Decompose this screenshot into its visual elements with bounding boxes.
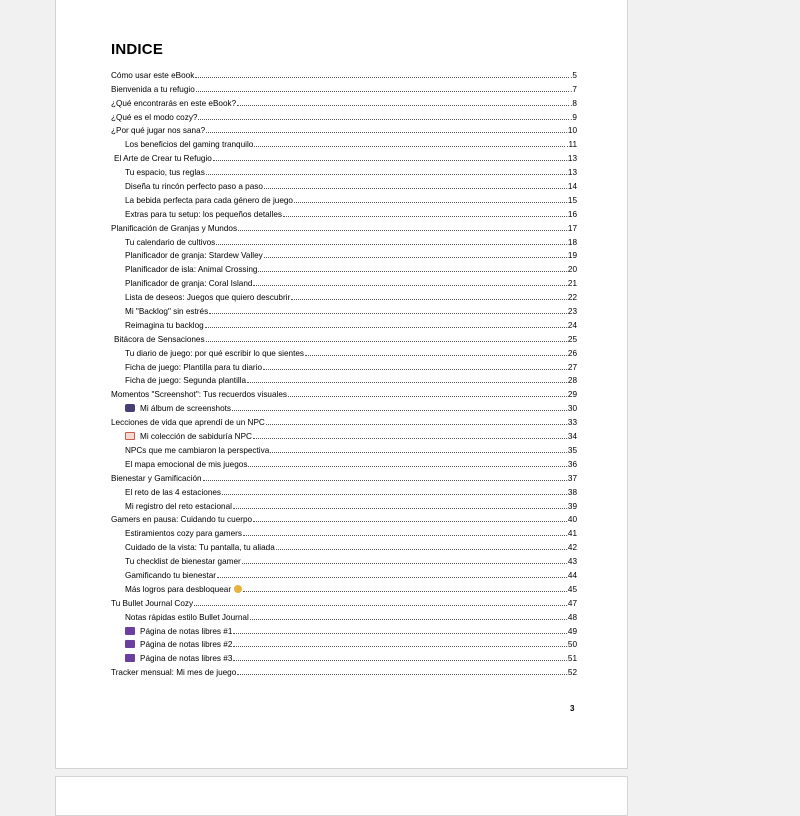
- toc-entry-page: .52: [565, 668, 577, 678]
- toc-entry-page: .29: [565, 390, 577, 400]
- toc-entry-label: [125, 627, 232, 636]
- dot-leader: [232, 410, 565, 411]
- toc-entry-label: [111, 418, 265, 427]
- toc-entry[interactable]: [111, 260, 577, 274]
- toc-entry-label: [111, 85, 195, 94]
- dot-leader: [305, 355, 565, 356]
- toc-entry[interactable]: [111, 108, 577, 122]
- toc-entry-page: .5: [570, 70, 577, 80]
- dot-leader: [264, 257, 565, 258]
- toc-entry-page: .8: [570, 98, 577, 108]
- toc-entry-text: NPCs que me cambiaron la perspectiva: [125, 445, 270, 455]
- toc-entry[interactable]: [111, 483, 577, 497]
- dot-leader: [195, 77, 569, 78]
- toc-entry-label: [125, 640, 232, 649]
- toc-entry-text: Planificación de Granjas y Mundos: [111, 223, 238, 233]
- medal-icon: [234, 585, 242, 593]
- dot-leader: [258, 271, 564, 272]
- toc-entry-text: El reto de las 4 estaciones: [125, 487, 222, 497]
- dot-leader: [206, 174, 565, 175]
- notebook-icon: [125, 654, 135, 662]
- toc-entry-text: Lista de deseos: Juegos que quiero descubrir: [125, 293, 291, 303]
- toc-entry-page: .25: [565, 334, 577, 344]
- toc-entry[interactable]: [111, 385, 577, 399]
- page-number: 3: [570, 704, 575, 713]
- toc-entry-page: .20: [565, 265, 577, 275]
- toc-entry-text: Planificador de granja: Coral Island: [125, 279, 253, 289]
- toc-entry-label: [111, 390, 287, 399]
- toc-entry-label: [111, 224, 237, 233]
- toc-entry-label: [125, 571, 216, 580]
- toc-entry[interactable]: [111, 205, 577, 219]
- toc-entry-label: [125, 293, 290, 302]
- toc-entry-page: .51: [565, 654, 577, 664]
- toc-entry-page: .27: [565, 362, 577, 372]
- toc-entry[interactable]: [111, 80, 577, 94]
- toc-entry-label: [125, 613, 249, 622]
- toc-entry[interactable]: [111, 316, 577, 330]
- toc-entry-page: .18: [565, 237, 577, 247]
- dot-leader: [222, 494, 565, 495]
- toc-entry-text: El mapa emocional de mis juegos: [125, 459, 248, 469]
- toc-entry[interactable]: [111, 94, 577, 108]
- toc-entry[interactable]: [111, 469, 577, 483]
- toc-entry-text: Reimagina tu backlog: [125, 320, 204, 330]
- toc-entry-label: [114, 335, 205, 344]
- toc-entry-label: [125, 182, 263, 191]
- toc-entry-label: [125, 543, 275, 552]
- dot-leader: [283, 216, 565, 217]
- toc-entry-text: Tu checklist de bienestar gamer: [125, 557, 241, 567]
- toc-entry-text: Tracker mensual: Mi mes de juego: [111, 668, 237, 678]
- toc-entry-label: [125, 349, 304, 358]
- toc-entry-label: [125, 210, 282, 219]
- toc-entry[interactable]: [111, 594, 577, 608]
- dot-leader: [237, 105, 569, 106]
- toc-entry[interactable]: [111, 663, 577, 677]
- toc-entry[interactable]: [111, 274, 577, 288]
- toc-entry-page: .22: [565, 293, 577, 303]
- dot-leader: [243, 535, 565, 536]
- toc-entry-text: La bebida perfecta para cada género de juego: [125, 195, 293, 205]
- toc-entry[interactable]: [111, 649, 577, 663]
- toc-entry-page: .47: [565, 598, 577, 608]
- toc-entry[interactable]: [111, 302, 577, 316]
- dot-leader: [238, 230, 565, 231]
- toc-entry-text: Lecciones de vida que aprendí de un NPC: [111, 418, 265, 428]
- toc-entry[interactable]: [111, 399, 577, 413]
- toc-entry-text: Tu espacio, tus reglas: [125, 168, 205, 178]
- dot-leader: [233, 508, 565, 509]
- dot-leader: [253, 285, 564, 286]
- dot-leader: [198, 119, 569, 120]
- toc-entry-label: [125, 363, 262, 372]
- document-page: [55, 0, 628, 769]
- toc-entry[interactable]: [111, 233, 577, 247]
- dot-leader: [213, 160, 565, 161]
- toc-entry-page: .34: [565, 432, 577, 442]
- toc-entry[interactable]: [111, 122, 577, 136]
- toc-entry-label: [125, 460, 247, 469]
- toc-entry-text: Bienestar y Gamificación: [111, 473, 202, 483]
- toc-entry[interactable]: [111, 538, 577, 552]
- toc-entry-label: [125, 307, 208, 316]
- toc-entry[interactable]: [111, 344, 577, 358]
- toc-entry-page: .42: [565, 543, 577, 553]
- toc-entry[interactable]: [111, 358, 577, 372]
- dot-leader: [253, 521, 565, 522]
- toc-entry-label: [111, 668, 236, 677]
- toc-entry-text: Mi álbum de screenshots: [140, 404, 232, 414]
- toc-entry[interactable]: [111, 566, 577, 580]
- dot-leader: [216, 244, 564, 245]
- dot-leader: [294, 202, 565, 203]
- toc-entry-page: .19: [565, 251, 577, 261]
- toc-entry-text: ¿Por qué jugar nos sana?: [111, 126, 206, 136]
- toc-entry-text: Extras para tu setup: los pequeños detalles: [125, 209, 283, 219]
- toc-entry-label: [125, 654, 232, 663]
- toc-entry-text: Notas rápidas estilo Bullet Journal: [125, 612, 249, 622]
- dot-leader: [266, 424, 565, 425]
- toc-entry-label: [125, 265, 257, 274]
- dot-leader: [233, 646, 564, 647]
- toc-entry[interactable]: [111, 149, 577, 163]
- dot-leader: [288, 396, 565, 397]
- dot-leader: [203, 480, 565, 481]
- dot-leader: [206, 341, 565, 342]
- toc-entry-page: .38: [565, 487, 577, 497]
- toc-entry-page: .30: [565, 404, 577, 414]
- toc-entry-text: Ficha de juego: Segunda plantilla: [125, 376, 247, 386]
- toc-entry-label: [125, 168, 205, 177]
- toc-entry-page: .14: [565, 182, 577, 192]
- toc-entry-text: Bienvenida a tu refugio: [111, 84, 195, 94]
- dot-leader: [233, 633, 564, 634]
- table-of-contents: [111, 66, 577, 677]
- toc-entry[interactable]: [111, 608, 577, 622]
- toc-entry-page: .48: [565, 612, 577, 622]
- toc-entry-page: .36: [565, 459, 577, 469]
- toc-entry-text: Cuidado de la vista: Tu pantalla, tu aliada: [125, 543, 275, 553]
- toc-entry-label: [125, 585, 242, 594]
- toc-entry-page: .44: [565, 570, 577, 580]
- dot-leader: [233, 660, 564, 661]
- toc-entry[interactable]: [111, 552, 577, 566]
- toc-entry-text: Planificador de granja: Stardew Valley: [125, 251, 263, 261]
- toc-entry[interactable]: [111, 441, 577, 455]
- toc-entry-label: [111, 474, 202, 483]
- toc-entry-text: Tu diario de juego: por qué escribir lo que sientes: [125, 348, 305, 358]
- toc-entry-page: .37: [565, 473, 577, 483]
- toc-entry[interactable]: [111, 427, 577, 441]
- dot-leader: [270, 452, 564, 453]
- toc-entry-page: .21: [565, 279, 577, 289]
- toc-entry-label: [111, 71, 194, 80]
- toc-entry-label: [125, 557, 241, 566]
- toc-entry[interactable]: [111, 511, 577, 525]
- toc-entry[interactable]: [111, 219, 577, 233]
- toc-entry[interactable]: [111, 413, 577, 427]
- toc-entry-page: .28: [565, 376, 577, 386]
- toc-entry-text: Momentos "Screenshot": Tus recuerdos visuales: [111, 390, 288, 400]
- toc-entry-text: Mi registro del reto estacional: [125, 501, 232, 511]
- toc-entry-label: [125, 529, 242, 538]
- toc-entry-page: .7: [570, 84, 577, 94]
- toc-entry-page: .9: [570, 112, 577, 122]
- toc-entry-label: [125, 238, 215, 247]
- toc-entry-text: Ficha de juego: Plantilla para tu diario: [125, 362, 262, 372]
- toc-entry-label: [125, 251, 263, 260]
- toc-entry-page: .35: [565, 445, 577, 455]
- dot-leader: [276, 549, 565, 550]
- toc-entry-label: [125, 279, 252, 288]
- toc-entry-label: [125, 446, 269, 455]
- toc-entry-label: [111, 99, 236, 108]
- toc-entry-label: [111, 515, 252, 524]
- toc-entry-text: El Arte de Crear tu Refugio: [114, 154, 212, 164]
- toc-entry-text: Estiramientos cozy para gamers: [125, 529, 242, 539]
- toc-entry-page: .13: [565, 154, 577, 164]
- dot-leader: [237, 674, 564, 675]
- dot-leader: [253, 438, 565, 439]
- dot-leader: [263, 369, 565, 370]
- toc-title: INDICE: [111, 41, 164, 58]
- toc-entry-text: Tu Bullet Journal Cozy: [111, 598, 194, 608]
- toc-entry-label: [125, 488, 221, 497]
- toc-entry-page: .11: [566, 140, 577, 150]
- toc-entry-text: Página de notas libres #1: [140, 626, 233, 636]
- dot-leader: [254, 146, 565, 147]
- toc-entry[interactable]: [111, 372, 577, 386]
- toc-entry-page: .23: [565, 307, 577, 317]
- camera-icon: [125, 404, 135, 412]
- toc-entry-text: Gamers en pausa: Cuidando tu cuerpo: [111, 515, 253, 525]
- dot-leader: [196, 91, 569, 92]
- toc-entry[interactable]: [111, 622, 577, 636]
- toc-entry[interactable]: [111, 163, 577, 177]
- toc-entry-page: .33: [565, 418, 577, 428]
- toc-entry-text: Gamificando tu bienestar: [125, 570, 217, 580]
- toc-entry-label: [125, 404, 231, 413]
- toc-entry-label: [125, 196, 293, 205]
- dot-leader: [209, 313, 564, 314]
- toc-entry-page: .24: [565, 320, 577, 330]
- toc-entry-page: .15: [565, 195, 577, 205]
- toc-entry-label: [125, 321, 204, 330]
- toc-entry[interactable]: [111, 247, 577, 261]
- dot-leader: [243, 591, 565, 592]
- notebook-icon: [125, 627, 135, 635]
- memo-icon: [125, 432, 135, 440]
- toc-entry-label: [114, 154, 212, 163]
- toc-entry-label: [125, 502, 232, 511]
- toc-entry-label: [125, 432, 252, 441]
- toc-entry-text: Página de notas libres #3: [140, 654, 233, 664]
- dot-leader: [194, 605, 565, 606]
- toc-entry-page: .39: [565, 501, 577, 511]
- dot-leader: [217, 577, 565, 578]
- toc-entry-page: .16: [565, 209, 577, 219]
- toc-entry-text: ¿Qué encontrarás en este eBook?: [111, 98, 237, 108]
- toc-entry-text: ¿Qué es el modo cozy?: [111, 112, 198, 122]
- toc-entry-text: Más logros para desbloquear: [125, 584, 232, 594]
- toc-entry-text: Página de notas libres #2: [140, 640, 233, 650]
- toc-entry-label: [125, 376, 246, 385]
- toc-entry-label: [111, 126, 205, 135]
- toc-entry-text: Tu calendario de cultivos: [125, 237, 216, 247]
- next-document-page: [55, 776, 628, 816]
- toc-entry[interactable]: [111, 636, 577, 650]
- toc-entry-page: .50: [565, 640, 577, 650]
- toc-entry[interactable]: [111, 288, 577, 302]
- dot-leader: [264, 188, 565, 189]
- toc-entry-text: Cómo usar este eBook: [111, 70, 195, 80]
- toc-entry[interactable]: [111, 191, 577, 205]
- toc-entry-label: [111, 113, 197, 122]
- dot-leader: [206, 132, 564, 133]
- dot-leader: [250, 619, 565, 620]
- toc-entry-page: .40: [565, 515, 577, 525]
- toc-entry-page: .13: [565, 168, 577, 178]
- toc-entry-page: .43: [565, 557, 577, 567]
- toc-entry-text: Planificador de isla: Animal Crossing: [125, 265, 258, 275]
- toc-entry-text: Mi "Backlog" sin estrés: [125, 307, 209, 317]
- toc-entry[interactable]: [111, 497, 577, 511]
- toc-entry-page: .41: [565, 529, 577, 539]
- toc-entry[interactable]: [111, 177, 577, 191]
- toc-entry-text: Mi colección de sabiduría NPC: [140, 432, 252, 442]
- dot-leader: [242, 563, 565, 564]
- toc-entry[interactable]: [111, 580, 577, 594]
- toc-entry-label: [111, 599, 193, 608]
- toc-entry-page: .45: [565, 584, 577, 594]
- dot-leader: [248, 466, 564, 467]
- toc-entry-page: .17: [565, 223, 577, 233]
- toc-entry[interactable]: [111, 330, 577, 344]
- dot-leader: [205, 327, 565, 328]
- dot-leader: [247, 382, 565, 383]
- toc-entry[interactable]: [111, 524, 577, 538]
- toc-entry-text: Bitácora de Sensaciones: [114, 334, 205, 344]
- notebook-icon: [125, 640, 135, 648]
- toc-entry-page: .49: [565, 626, 577, 636]
- toc-entry[interactable]: [111, 455, 577, 469]
- toc-entry-label: [125, 140, 253, 149]
- dot-leader: [291, 299, 564, 300]
- toc-entry[interactable]: [111, 66, 577, 80]
- toc-entry-text: Los beneficios del gaming tranquilo: [125, 140, 254, 150]
- toc-entry-page: .10: [565, 126, 577, 136]
- toc-entry-page: .26: [565, 348, 577, 358]
- toc-entry-text: Diseña tu rincón perfecto paso a paso: [125, 182, 263, 192]
- toc-entry[interactable]: [111, 135, 577, 149]
